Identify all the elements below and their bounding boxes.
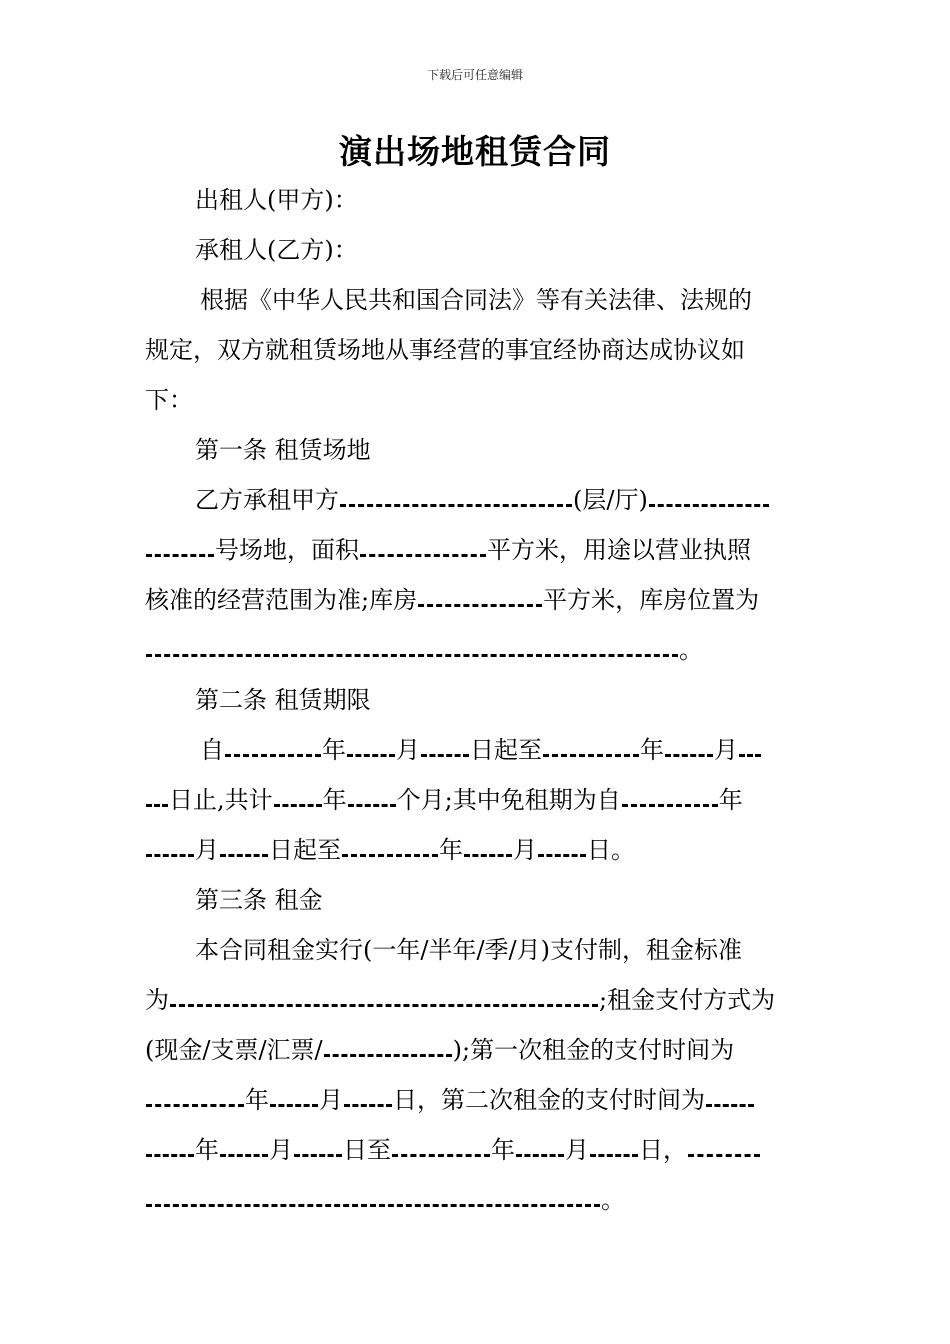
- lessee-line: 承租人(乙方)：: [195, 236, 358, 264]
- fill-blank-end-month[interactable]: [665, 750, 713, 757]
- text-segment: 月: [319, 1086, 343, 1114]
- text-segment: 年: [491, 1136, 515, 1164]
- text-segment: 平方米，库房位置为: [543, 586, 760, 614]
- fill-blank-storage-area[interactable]: [418, 600, 542, 607]
- lessor-line: 出租人(甲方)：: [195, 186, 358, 214]
- text-segment: 年: [245, 1086, 269, 1114]
- article-1-line-2: [145, 525, 810, 575]
- fill-blank-remark[interactable]: [688, 1150, 760, 1157]
- fill-blank-remark-cont[interactable]: [146, 1200, 600, 1207]
- fill-blank-second-month[interactable]: [220, 1150, 268, 1157]
- fill-blank-end-day-cont[interactable]: [146, 800, 168, 807]
- fill-blank-free-end-month[interactable]: [464, 850, 512, 857]
- text-segment: 月: [195, 836, 219, 864]
- text-segment: );第一次租金的支付时间为: [452, 1036, 735, 1064]
- text-segment: 。: [679, 636, 703, 664]
- fill-blank-number[interactable]: [649, 500, 769, 507]
- intro-line-2: 规定，双方就租赁场地从事经营的事宜经协商达成协议如: [145, 336, 745, 364]
- fill-blank-rent-standard[interactable]: [170, 1000, 598, 1007]
- intro-line-3: 下：: [145, 386, 193, 414]
- article-3-line-5: [145, 1125, 810, 1175]
- text-segment: 日。: [587, 836, 635, 864]
- text-segment: 年: [640, 736, 664, 764]
- fill-blank-start-year[interactable]: [225, 750, 321, 757]
- fill-blank-second-year-cont[interactable]: [146, 1150, 194, 1157]
- article-1-line-3: [145, 575, 810, 625]
- article-3-line-4: [145, 1075, 810, 1125]
- text-segment: (层/厅): [573, 486, 648, 514]
- fill-blank-free-start-month[interactable]: [146, 850, 194, 857]
- text-segment: 日起至: [470, 736, 542, 764]
- article-2-line-2: [145, 775, 810, 825]
- text-segment: 月: [513, 836, 537, 864]
- text-segment: 平方米，用途以营业执照: [487, 536, 751, 564]
- text-segment: ;租金支付方式为: [599, 986, 776, 1014]
- text-segment: 月: [396, 736, 420, 764]
- fill-blank-free-start-year[interactable]: [622, 800, 718, 807]
- fill-blank-payment-other[interactable]: [324, 1050, 452, 1057]
- text-segment: 个月;其中免租期为自: [396, 786, 621, 814]
- article-1-line-1: [145, 475, 810, 525]
- article-3-line-2: [145, 975, 810, 1025]
- text-segment: 。: [601, 1186, 625, 1214]
- fill-blank-free-start-day[interactable]: [220, 850, 268, 857]
- text-segment: 日止,共计: [169, 786, 273, 814]
- fill-blank-second-day[interactable]: [294, 1150, 342, 1157]
- intro-line-1: 根据《中华人民共和国合同法》等有关法律、法规的: [200, 286, 752, 314]
- text-segment: 日至: [343, 1136, 391, 1164]
- header-note: 下载后可任意编辑: [426, 68, 523, 82]
- fill-blank-free-end-year[interactable]: [342, 850, 438, 857]
- text-segment: 日，第二次租金的支付时间为: [393, 1086, 705, 1114]
- fill-blank-storage-location[interactable]: [146, 650, 678, 657]
- article-3-heading: 第三条 租金: [195, 886, 323, 914]
- text-segment: 自: [200, 736, 224, 764]
- fill-blank-first-day[interactable]: [344, 1100, 392, 1107]
- text-segment: 乙方承租甲方: [195, 486, 339, 514]
- fill-blank-second-end-year[interactable]: [392, 1150, 490, 1157]
- article-1-heading: 第一条 租赁场地: [195, 436, 371, 464]
- article-2-line-1: [145, 725, 810, 775]
- text-segment: 月: [269, 1136, 293, 1164]
- text-segment: (现金/支票/汇票/: [145, 1036, 323, 1064]
- text-segment: 月: [565, 1136, 589, 1164]
- text-segment: 年: [439, 836, 463, 864]
- fill-blank-floor[interactable]: [340, 500, 572, 507]
- fill-blank-first-year[interactable]: [146, 1100, 244, 1107]
- fill-blank-second-end-month[interactable]: [516, 1150, 564, 1157]
- fill-blank-free-end-day[interactable]: [538, 850, 586, 857]
- text-segment: 年: [322, 786, 347, 814]
- page-title: 演出场地租赁合同: [339, 132, 611, 171]
- article-2-line-3: [145, 825, 810, 875]
- fill-blank-start-month[interactable]: [347, 750, 395, 757]
- text-segment: 为: [145, 986, 169, 1014]
- fill-blank-second-year[interactable]: [706, 1100, 754, 1107]
- fill-blank-first-month[interactable]: [270, 1100, 318, 1107]
- fill-blank-end-day[interactable]: [739, 750, 761, 757]
- article-1-line-4: [145, 625, 810, 675]
- text-segment: 年: [718, 786, 743, 814]
- text-segment: 年: [195, 1136, 219, 1164]
- fill-blank-area[interactable]: [360, 550, 486, 557]
- fill-blank-start-day[interactable]: [421, 750, 469, 757]
- article-2-heading: 第二条 租赁期限: [195, 686, 371, 714]
- text-segment: 日起至: [269, 836, 341, 864]
- fill-blank-total-years[interactable]: [274, 800, 322, 807]
- fill-blank-number-cont[interactable]: [146, 550, 214, 557]
- text-segment: 月: [714, 736, 738, 764]
- fill-blank-total-months[interactable]: [348, 800, 396, 807]
- text-segment: 核准的经营范围为准;库房: [145, 586, 418, 614]
- article-3-line-3: [145, 1025, 810, 1075]
- text-segment: 日，: [639, 1136, 687, 1164]
- article-3-line-6: [145, 1175, 810, 1225]
- text-segment: 号场地，面积: [215, 536, 359, 564]
- fill-blank-second-end-day[interactable]: [590, 1150, 638, 1157]
- text-segment: 年: [322, 736, 346, 764]
- contract-body: [145, 175, 810, 1225]
- article-3-line-1: 本合同租金实行(一年/半年/季/月)支付制，租金标准: [195, 936, 742, 964]
- fill-blank-end-year[interactable]: [543, 750, 639, 757]
